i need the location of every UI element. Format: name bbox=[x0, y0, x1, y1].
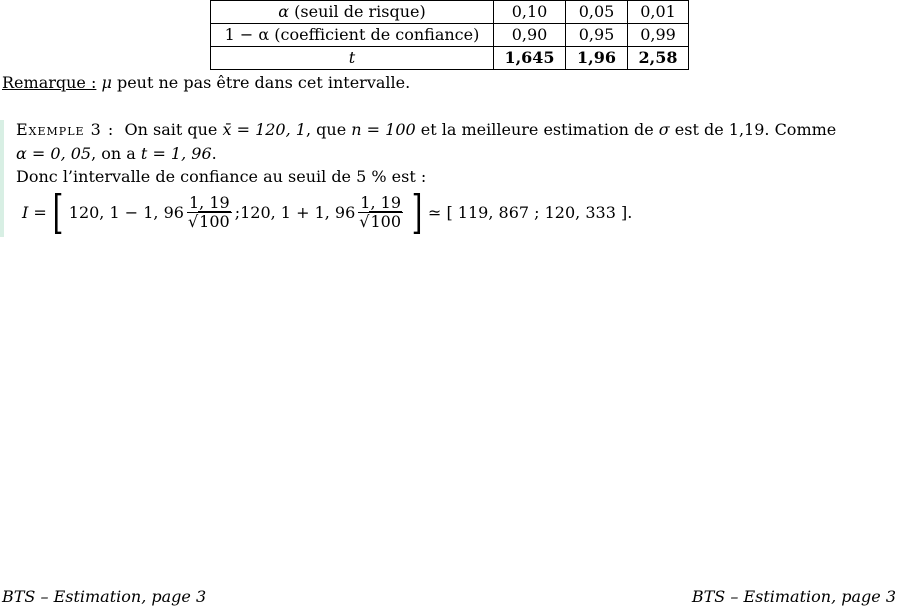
table-row bbox=[211, 24, 689, 47]
footer-right: BTS – Estimation, page 3 bbox=[691, 587, 896, 606]
footer-left: BTS – Estimation, page 3 bbox=[2, 587, 207, 606]
radicand: 100 bbox=[370, 211, 402, 231]
approx-result: ≃ [ 119, 867 ; 120, 333 ]. bbox=[427, 202, 633, 222]
xbar-value: x̄ = 120, 1 bbox=[222, 120, 306, 139]
sqrt-icon: √ bbox=[187, 211, 199, 231]
table-row bbox=[211, 1, 689, 24]
text: , que bbox=[305, 120, 352, 139]
t-value: t = 1, 96 bbox=[140, 144, 212, 163]
right-bracket: ] bbox=[411, 185, 423, 239]
example-line-1 bbox=[16, 120, 836, 139]
table-cell: 0,90 bbox=[494, 24, 566, 47]
sigma-symbol: σ bbox=[658, 120, 670, 139]
table-row bbox=[211, 47, 689, 70]
remark bbox=[2, 73, 410, 92]
table-cell: 0,10 bbox=[494, 1, 566, 24]
remark-label: Remarque : bbox=[2, 73, 97, 92]
left-expr: 120, 1 − 1, 96 bbox=[68, 202, 184, 222]
radicand: 100 bbox=[199, 211, 230, 231]
alpha-value: α = 0, 05 bbox=[16, 144, 92, 163]
table-cell: t bbox=[211, 47, 494, 70]
confidence-table bbox=[210, 0, 689, 70]
mu-symbol: μ bbox=[101, 73, 112, 92]
table-cell: 1,645 bbox=[494, 47, 566, 70]
alpha-symbol: α bbox=[278, 2, 290, 21]
table-cell: 0,99 bbox=[628, 24, 689, 47]
table-cell: 0,01 bbox=[628, 1, 689, 24]
example-line-2 bbox=[16, 144, 217, 163]
fraction bbox=[186, 194, 233, 231]
table-cell bbox=[211, 1, 494, 24]
n-value: n = 100 bbox=[351, 120, 416, 139]
text: , on a bbox=[91, 144, 141, 163]
fraction-denominator bbox=[186, 213, 233, 231]
remark-text: peut ne pas être dans cet intervalle. bbox=[111, 73, 411, 92]
fraction-numerator: 1, 19 bbox=[360, 192, 402, 212]
row-label-text: (coefficient de confiance) bbox=[269, 25, 480, 44]
table-cell: 2,58 bbox=[628, 47, 689, 70]
fraction-numerator: 1, 19 bbox=[188, 192, 230, 212]
example-title: Exemple 3 : bbox=[16, 120, 115, 139]
table-cell: 1,96 bbox=[566, 47, 628, 70]
text: est de 1,19. Comme bbox=[669, 120, 837, 139]
text: . bbox=[211, 144, 217, 163]
table-cell bbox=[211, 24, 494, 47]
sqrt-icon: √ bbox=[359, 211, 370, 231]
fraction bbox=[357, 194, 404, 231]
text: On sait que bbox=[124, 120, 223, 139]
table-cell: 0,95 bbox=[566, 24, 628, 47]
confidence-symbol: 1 − α bbox=[224, 25, 270, 44]
table-cell: 0,05 bbox=[566, 1, 628, 24]
row-label-text: (seuil de risque) bbox=[289, 2, 426, 21]
fraction-denominator bbox=[357, 213, 404, 231]
separator: ; bbox=[234, 202, 241, 222]
formula-lhs: I = bbox=[22, 202, 47, 222]
example-block bbox=[0, 120, 898, 237]
interval-formula bbox=[22, 186, 632, 238]
text: et la meilleure estimation de bbox=[415, 120, 659, 139]
right-expr: 120, 1 + 1, 96 bbox=[240, 202, 356, 222]
example-side-bar bbox=[0, 120, 4, 237]
left-bracket: [ bbox=[52, 185, 64, 239]
example-line-3: Donc l’intervalle de confiance au seuil de 5 % est : bbox=[16, 167, 427, 186]
